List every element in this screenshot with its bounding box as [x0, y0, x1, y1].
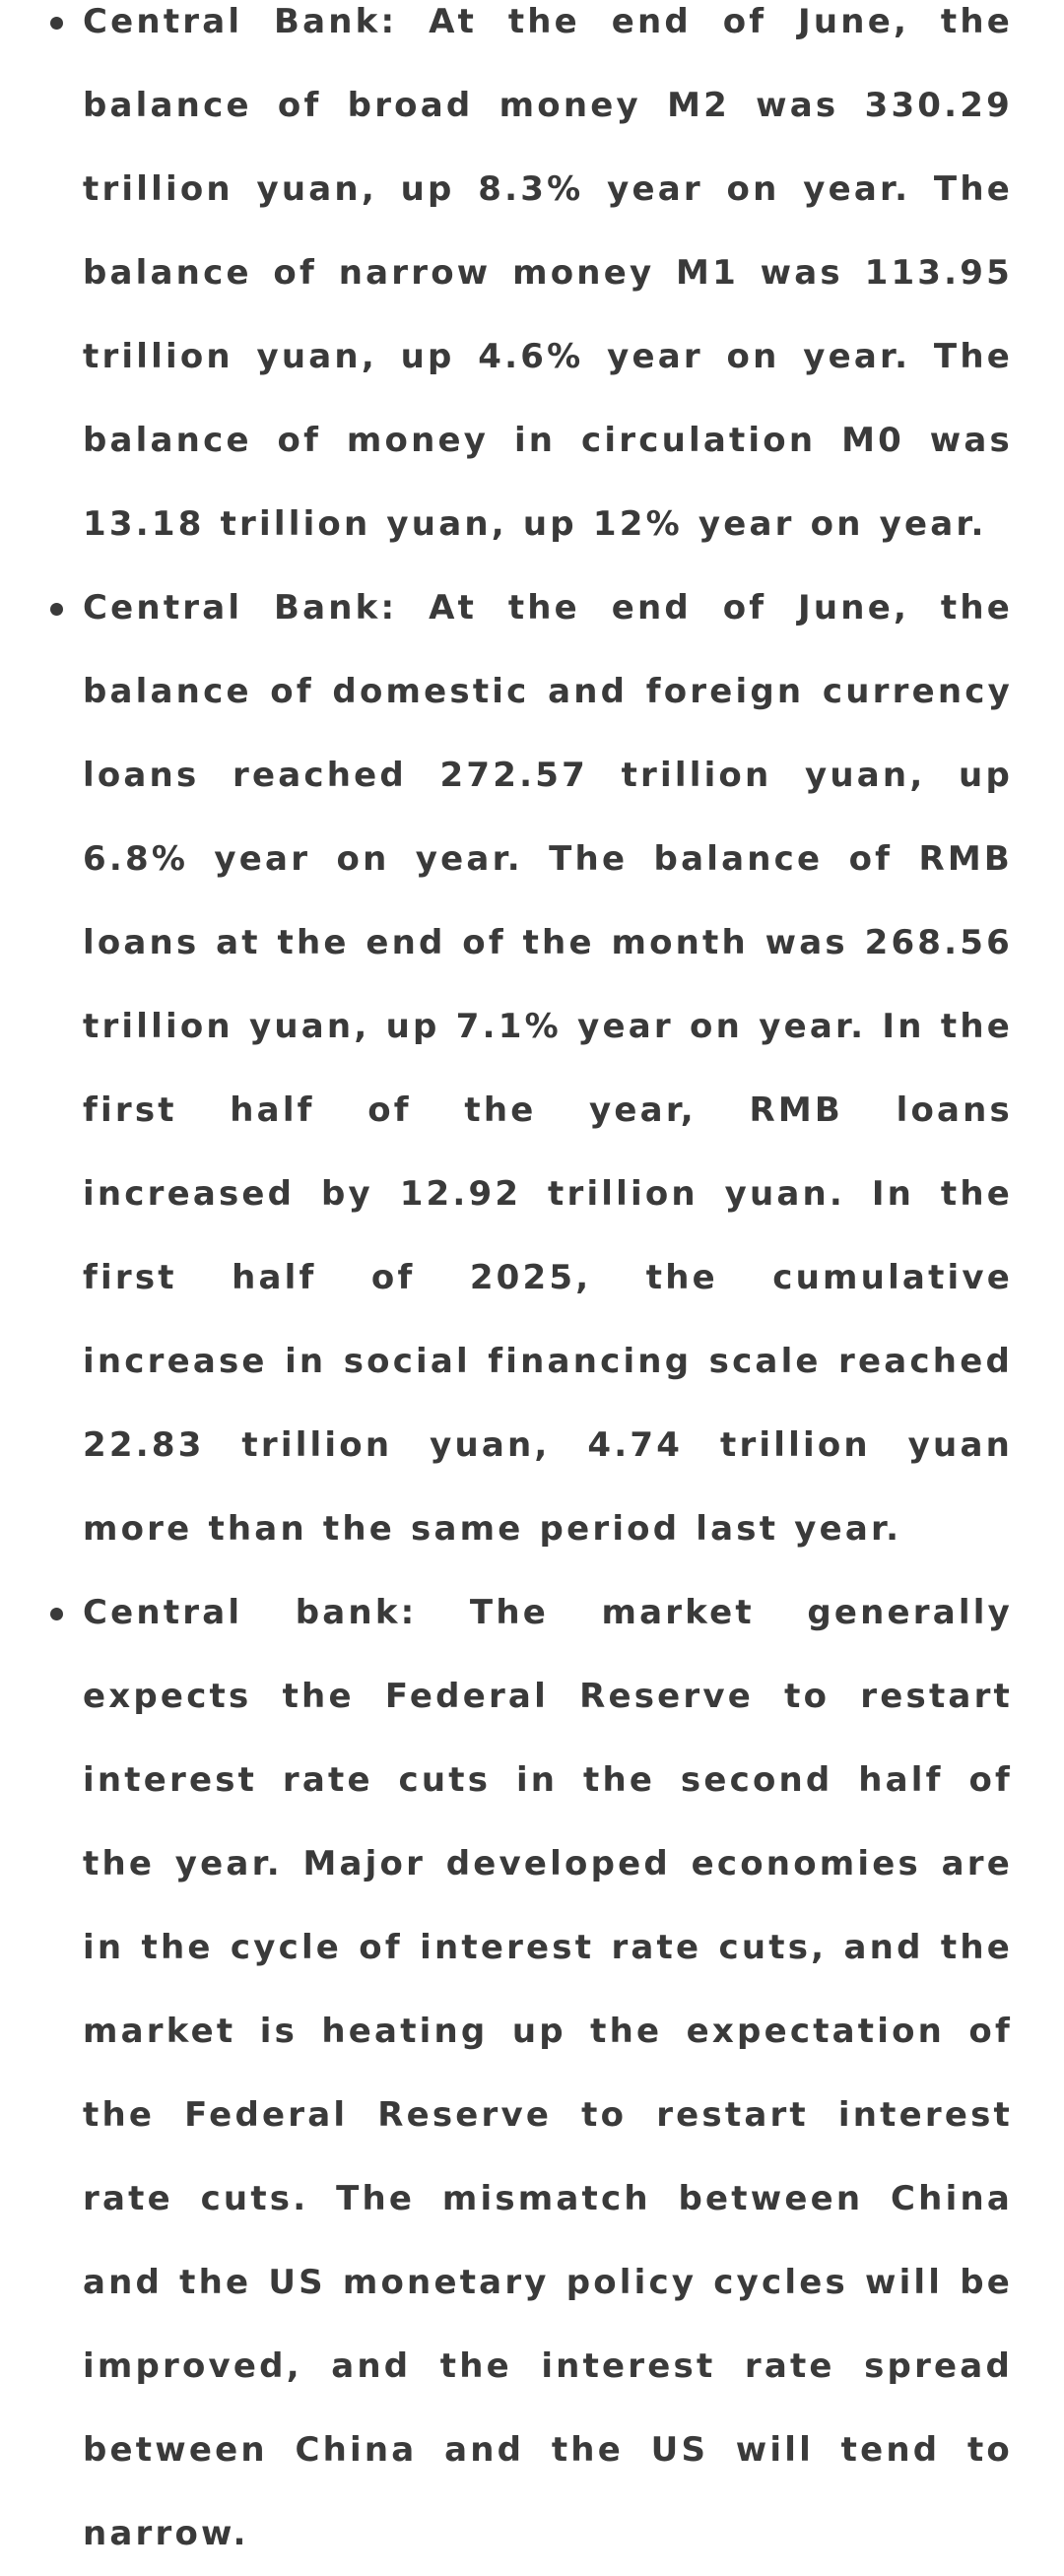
news-item-text: Central Bank: At the end of June, the balance of broad money M2 was 330.29 trillion yuan, up 8.3% year on year. The balance of narrow money M1 was 113.95 trillion yuan, up 4.6% year on year. The balance of money in circulation M0 was 13.18 trillion yuan, up 12% year on year. [83, 2, 1013, 544]
bullet-dot-icon [50, 603, 63, 616]
list-item [0, 1571, 1064, 2576]
news-item-text: Central bank: The market generally expects the Federal Reserve to restart interest rate cuts in the second half of the year. Major developed economies are in the cycle of interest rate cuts, and the market is heating up the expectation of the Federal Reserve to restart interest rate cuts. The mismatch between China and the US monetary policy cycles will be improved, and the interest rate spread between China and the US will tend to narrow. [83, 1593, 1013, 2553]
news-item-text: Central Bank: At the end of June, the balance of domestic and foreign currency loans reached 272.57 trillion yuan, up 6.8% year on year. The balance of RMB loans at the end of the month was 268.56 trillion yuan, up 7.1% year on year. In the first half of the year, RMB loans increased by 12.92 trillion yuan. In the first half of 2025, the cumulative increase in social financing scale reached 22.83 trillion yuan, 4.74 trillion yuan more than the same period last year. [83, 588, 1013, 1549]
list-item [0, 0, 1064, 566]
list-item [0, 566, 1064, 1571]
bullet-dot-icon [50, 17, 63, 30]
bullet-dot-icon [50, 1608, 63, 1620]
